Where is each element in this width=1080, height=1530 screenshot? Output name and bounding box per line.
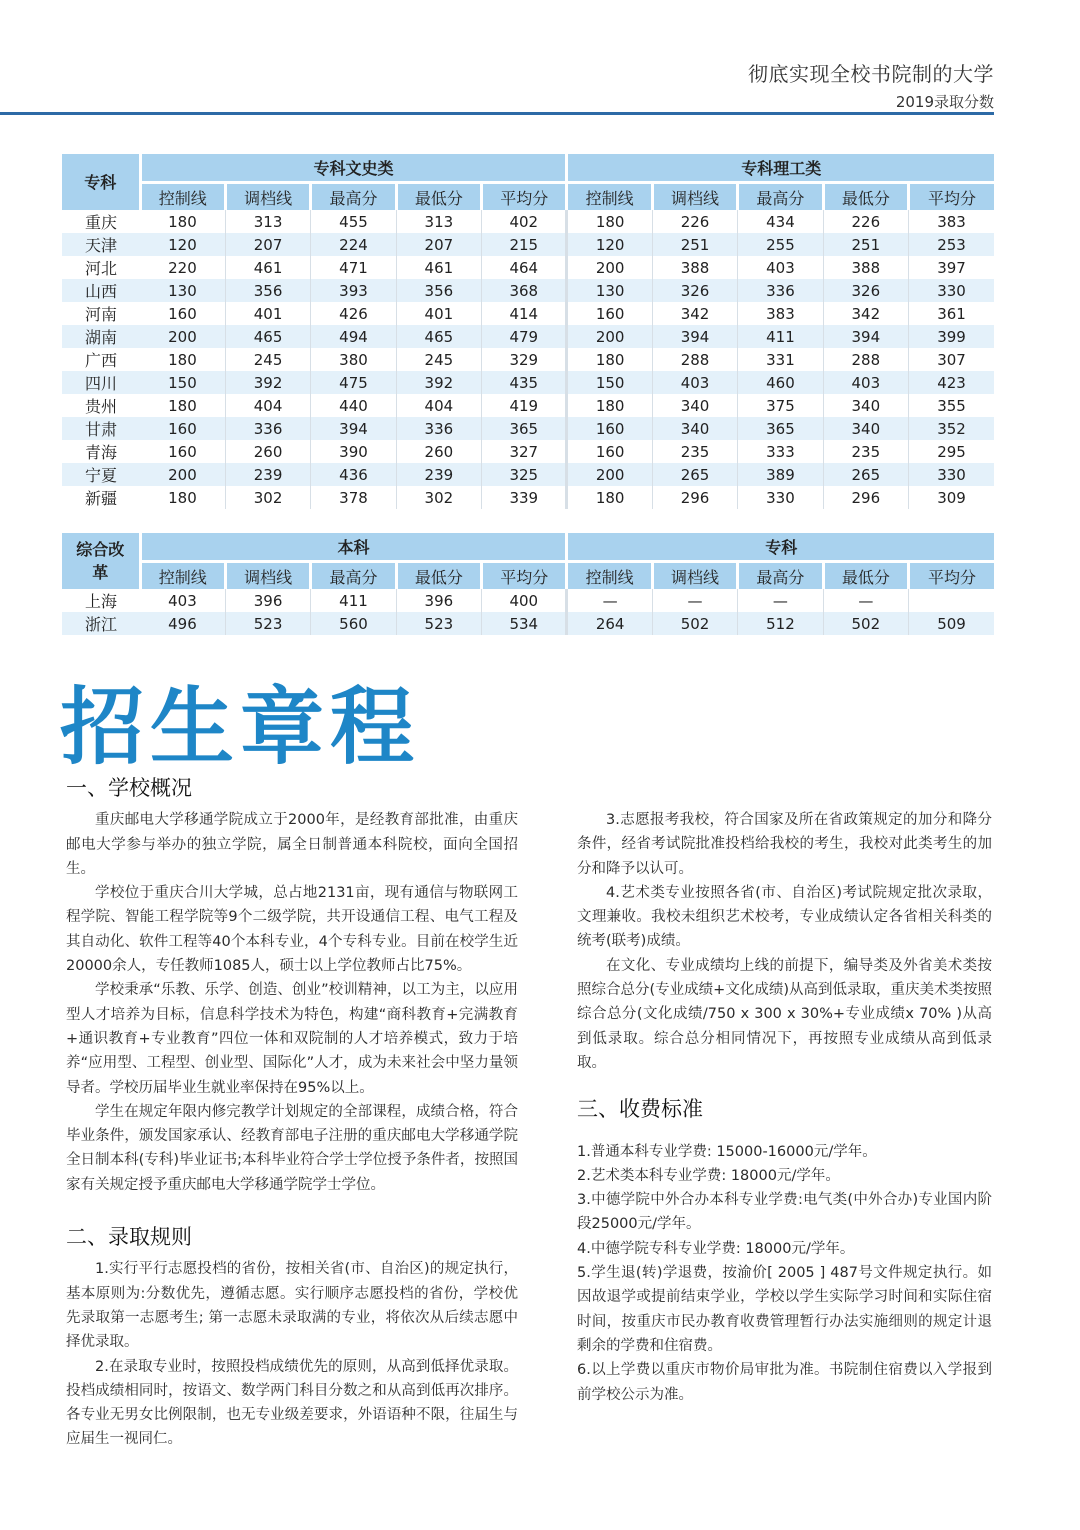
score-cell: 352 (909, 417, 994, 440)
score-cell: 160 (168, 442, 197, 461)
score-cell: 404 (225, 394, 310, 417)
table-row (62, 612, 994, 635)
province-cell: 湖南 (62, 325, 140, 348)
score-cell: 340 (823, 417, 908, 440)
table-row (62, 394, 994, 417)
header-subtitle: 2019录取分数 (895, 93, 994, 111)
score-cell: 200 (567, 256, 652, 279)
score-cell: 200 (567, 325, 652, 348)
paragraph: 3.志愿报考我校，符合国家及所在省政策规定的加分和降分条件，经省考试院批准投档给我校的考生，我校对此类考生的加分和降予以认可。 (577, 812, 992, 877)
score-cell: 461 (225, 256, 310, 279)
column-header: 最低分 (823, 562, 908, 590)
section-title-admission-rules: 二、录取规则 (66, 1225, 192, 1250)
score-cell: 361 (909, 302, 994, 325)
score-cell: 461 (396, 256, 481, 279)
score-cell: 253 (909, 233, 994, 256)
score-cell: 239 (225, 463, 310, 486)
table-row (62, 348, 994, 371)
table-group-label: 专科文史类 (140, 154, 567, 183)
admission-charter-title: 招生章程 (60, 678, 421, 776)
score-cell: 160 (567, 302, 652, 325)
score-cell: 245 (396, 348, 481, 371)
province-cell: 四川 (62, 371, 140, 394)
score-cell: 523 (396, 612, 481, 635)
score-cell: 251 (652, 233, 737, 256)
score-cell: 160 (168, 304, 197, 323)
score-cell: 296 (823, 486, 908, 509)
score-cell: 180 (567, 394, 652, 417)
score-cell: 160 (567, 417, 652, 440)
header-title: 彻底实现全校书院制的大学 (748, 62, 994, 86)
score-cell: 380 (311, 348, 396, 371)
column-header: 最低分 (396, 183, 481, 211)
table-group-header (62, 154, 994, 183)
score-cell: 239 (396, 463, 481, 486)
column-header: 最高分 (738, 562, 823, 590)
score-cell: 226 (823, 210, 908, 233)
paragraph: 学校位于重庆合川大学城，总占地2131亩，现有通信与物联网工程学院、智能工程学院等9个二级学院，共开设通信工程、电气工程及其自动化、软件工程等40个本科专业，4个专科专业。目前在校学生近20000余人，专任教师1085人，硕士以上学位教师占比75%。 (66, 885, 518, 975)
column-header: 最低分 (823, 183, 908, 211)
score-cell: 403 (823, 371, 908, 394)
score-cell: 440 (311, 394, 396, 417)
paragraph: 学校秉承“乐教、乐学、创造、创业”校训精神，以工为主，以应用型人才培养为目标，信息科学技术为特色，构建“商科教育+完满教育+通识教育+专业教育”四位一体和双院制的人才培养模式，致力于培养“应用型、工程型、创业型、国际化”人才，成为未来社会中坚力量领导者。学校历届毕业生就业率保持在95%以上。 (66, 982, 518, 1096)
score-cell: 200 (567, 463, 652, 486)
score-cell: 494 (311, 325, 396, 348)
paragraph: 1.实行平行志愿投档的省份，按相关省(市、自治区)的规定执行，基本原则为:分数优先，遵循志愿。实行顺序志愿投档的省份，学校优先录取第一志愿考生; 第一志愿未录取满的专业，将依次从后续志愿中择优录取。 (66, 1261, 518, 1351)
table-corner-label: 专科 (62, 154, 140, 210)
score-cell: 403 (652, 371, 737, 394)
score-cell: 340 (652, 394, 737, 417)
score-cell: 336 (396, 417, 481, 440)
score-cell: 207 (396, 233, 481, 256)
paragraph: 在文化、专业成绩均上线的前提下，编导类及外省美术类按照综合总分(专业成绩+文化成绩)从高到低录取，重庆美术类按照综合总分(文化成绩/750 x 300 x 30%+专业成绩x 70% )从高到低录取。综合总分相同情况下，再按照专业成绩从高到低录取。 (577, 957, 992, 1071)
score-cell: 460 (738, 371, 823, 394)
score-cell: 401 (225, 302, 310, 325)
score-cell: 342 (652, 302, 737, 325)
column-header: 最低分 (396, 562, 481, 590)
score-cell: 396 (225, 589, 310, 612)
score-cell: 392 (396, 371, 481, 394)
score-cell: 336 (225, 417, 310, 440)
province-cell: 贵州 (84, 397, 117, 416)
score-cell: 313 (225, 210, 310, 233)
score-cell: 245 (225, 348, 310, 371)
score-cell: 120 (140, 233, 225, 256)
province-cell: 河南 (84, 305, 117, 324)
score-cell: 394 (311, 417, 396, 440)
score-cell: 411 (738, 325, 823, 348)
score-cell: 235 (652, 440, 737, 463)
score-cell: 295 (909, 440, 994, 463)
score-cell: 255 (738, 233, 823, 256)
column-header: 控制线 (567, 562, 652, 590)
score-cell: 502 (823, 612, 908, 635)
score-cell: 426 (311, 302, 396, 325)
header-rule (0, 112, 994, 115)
score-cell: 180 (168, 488, 197, 507)
score-cell: 220 (168, 258, 197, 277)
column-header: 控制线 (140, 562, 225, 590)
score-cell: 342 (823, 302, 908, 325)
table-column-header (62, 562, 994, 590)
column-header: 最高分 (738, 183, 823, 211)
column-header: 控制线 (140, 183, 225, 211)
score-cell: 400 (482, 589, 567, 612)
score-cell: 130 (567, 279, 652, 302)
score-cell (909, 589, 994, 612)
table-row (62, 440, 994, 463)
score-cell: 336 (738, 279, 823, 302)
score-cell: 365 (738, 417, 823, 440)
score-cell: 200 (140, 325, 225, 348)
fee-item: 6.以上学费以重庆市物价局审批为准。书院制住宿费以入学报到前学校公示为准。 (577, 1362, 992, 1403)
score-cell: 435 (482, 371, 567, 394)
score-cell: 465 (396, 325, 481, 348)
score-cell: — (652, 589, 737, 612)
score-cell: 331 (738, 348, 823, 371)
table-group-label: 专科 (567, 533, 994, 562)
table-row (62, 210, 994, 233)
score-cell: 399 (909, 325, 994, 348)
zhuanke-score-table (62, 154, 994, 509)
score-cell: 403 (738, 256, 823, 279)
score-cell: 560 (311, 612, 396, 635)
table-row (62, 463, 994, 486)
column-header: 平均分 (482, 183, 567, 211)
score-cell: 150 (140, 371, 225, 394)
score-cell: 180 (567, 486, 652, 509)
score-cell: 226 (652, 210, 737, 233)
score-cell: 411 (311, 589, 396, 612)
score-cell: 302 (225, 486, 310, 509)
score-cell: 288 (652, 348, 737, 371)
score-cell: 455 (311, 210, 396, 233)
score-cell: 388 (823, 256, 908, 279)
score-cell: 402 (482, 210, 567, 233)
score-cell: 326 (823, 279, 908, 302)
column-header: 调档线 (652, 183, 737, 211)
table-corner-label: 综合改革 (62, 533, 140, 589)
score-cell: 326 (652, 279, 737, 302)
score-cell: 160 (140, 417, 225, 440)
fee-item: 2.艺术类本科专业学费: 18000元/学年。 (577, 1167, 840, 1184)
score-cell: 534 (482, 612, 567, 635)
score-cell: 260 (396, 440, 481, 463)
score-cell: 403 (168, 591, 197, 610)
score-cell: 464 (482, 256, 567, 279)
score-cell: — (823, 589, 908, 612)
score-cell: 130 (140, 279, 225, 302)
table-group-label: 专科理工类 (567, 154, 994, 183)
column-header: 调档线 (652, 562, 737, 590)
score-cell: 215 (482, 233, 567, 256)
score-cell: 383 (909, 210, 994, 233)
province-cell: 广西 (84, 351, 117, 370)
table-row (62, 486, 994, 509)
table-row (62, 371, 994, 394)
paragraph: 重庆邮电大学移通学院成立于2000年，是经教育部批准，由重庆邮电大学参与举办的独立学院，属全日制普通本科院校，面向全国招生。 (66, 812, 518, 877)
score-cell: 251 (823, 233, 908, 256)
column-header: 调档线 (225, 183, 310, 211)
score-cell: 436 (311, 463, 396, 486)
score-cell: 265 (823, 463, 908, 486)
score-cell: 356 (225, 279, 310, 302)
score-cell: 365 (482, 417, 567, 440)
score-cell: 325 (482, 463, 567, 486)
province-cell: 天津 (62, 233, 140, 256)
score-cell: 340 (823, 394, 908, 417)
fee-item: 3.中德学院中外合办本科专业学费:电气类(中外合办)专业国内阶段25000元/学年。 (577, 1192, 992, 1233)
province-cell: 新疆 (84, 489, 117, 508)
score-cell: 396 (396, 589, 481, 612)
score-cell: 330 (909, 463, 994, 486)
score-cell: 302 (396, 486, 481, 509)
table-row (62, 233, 994, 256)
score-cell: 389 (738, 463, 823, 486)
column-header: 控制线 (567, 183, 652, 211)
score-cell: 150 (567, 371, 652, 394)
score-cell: 260 (225, 440, 310, 463)
score-cell: 333 (738, 440, 823, 463)
left-column (66, 776, 518, 1452)
section-title-overview: 一、学校概况 (66, 776, 192, 800)
table-row (62, 589, 994, 612)
table-row (62, 302, 994, 325)
score-cell: 423 (909, 371, 994, 394)
score-cell: 509 (909, 612, 994, 635)
score-cell: 475 (311, 371, 396, 394)
province-cell: 河北 (84, 259, 117, 278)
score-cell: 180 (567, 210, 652, 233)
table-row (62, 417, 994, 440)
province-cell: 甘肃 (62, 417, 140, 440)
score-cell: 339 (482, 486, 567, 509)
province-cell: 浙江 (62, 612, 140, 635)
table-row (62, 256, 994, 279)
score-cell: 397 (909, 256, 994, 279)
province-cell: 上海 (84, 592, 117, 611)
province-cell: 山西 (62, 279, 140, 302)
score-cell: 307 (909, 348, 994, 371)
score-cell: 375 (738, 394, 823, 417)
score-cell: 392 (225, 371, 310, 394)
fee-item: 5.学生退(转)学退费，按渝价[ 2005 ] 487号文件规定执行。如因故退学或提前结束学业，学校以学生实际学习时间和实际住宿时间，按重庆市民办教育收费管理暂行办法实施细则的规定计退剩余的学费和住宿费。 (577, 1265, 992, 1354)
right-column (577, 808, 992, 1407)
score-cell: 296 (652, 486, 737, 509)
table-row (62, 279, 994, 302)
score-cell: 378 (311, 486, 396, 509)
column-header: 最高分 (311, 183, 396, 211)
score-cell: 368 (482, 279, 567, 302)
score-cell: 390 (311, 440, 396, 463)
score-cell: 265 (652, 463, 737, 486)
score-cell: — (567, 589, 652, 612)
score-cell: 309 (909, 486, 994, 509)
column-header: 平均分 (909, 183, 994, 211)
reform-score-table (62, 533, 994, 635)
paragraph: 2.在录取专业时，按照投档成绩优先的原则，从高到低择优录取。投档成绩相同时，按语文、数学两门科目分数之和从高到低再次排序。各专业无男女比例限制，也无专业级差要求，外语语种不限，往届生与应届生一视同仁。 (66, 1358, 518, 1448)
score-cell: 235 (823, 440, 908, 463)
score-cell: 414 (482, 302, 567, 325)
score-cell: 327 (482, 440, 567, 463)
score-cell: 288 (823, 348, 908, 371)
province-cell: 青海 (84, 443, 117, 462)
score-cell: 120 (567, 233, 652, 256)
score-cell: 180 (567, 348, 652, 371)
score-cell: 419 (482, 394, 567, 417)
score-cell: 388 (652, 256, 737, 279)
fee-item: 1.普通本科专业学费: 15000-16000元/学年。 (577, 1143, 877, 1160)
column-header: 平均分 (909, 562, 994, 590)
score-cell: 330 (909, 279, 994, 302)
column-header: 调档线 (225, 562, 310, 590)
fee-item: 4.中德学院专科专业学费: 18000元/学年。 (577, 1240, 855, 1257)
score-cell: 401 (396, 302, 481, 325)
province-cell: 宁夏 (62, 463, 140, 486)
column-header: 平均分 (482, 562, 567, 590)
score-cell: 394 (823, 325, 908, 348)
score-cell: 523 (225, 612, 310, 635)
score-cell: 479 (482, 325, 567, 348)
table-group-header (62, 533, 994, 562)
score-cell: — (738, 589, 823, 612)
province-cell: 重庆 (84, 213, 117, 232)
section-title-fees: 三、收费标准 (577, 1097, 703, 1122)
score-cell: 512 (738, 612, 823, 635)
score-cell: 160 (567, 440, 652, 463)
score-cell: 207 (225, 233, 310, 256)
score-cell: 329 (482, 348, 567, 371)
score-cell: 180 (168, 396, 197, 415)
score-cell: 404 (396, 394, 481, 417)
score-cell: 393 (311, 279, 396, 302)
score-cell: 434 (738, 210, 823, 233)
score-cell: 180 (168, 350, 197, 369)
page-header (748, 58, 994, 112)
score-cell: 355 (909, 394, 994, 417)
score-cell: 313 (396, 210, 481, 233)
score-cell: 330 (738, 486, 823, 509)
column-header: 最高分 (311, 562, 396, 590)
table-group-label: 本科 (140, 533, 567, 562)
score-cell: 471 (311, 256, 396, 279)
table-column-header (62, 183, 994, 211)
score-cell: 502 (652, 612, 737, 635)
score-cell: 340 (652, 417, 737, 440)
score-cell: 496 (140, 612, 225, 635)
table-row (62, 325, 994, 348)
score-cell: 465 (225, 325, 310, 348)
paragraph: 学生在规定年限内修完教学计划规定的全部课程，成绩合格，符合毕业条件，颁发国家承认、经教育部电子注册的重庆邮电大学移通学院全日制本科(专科)毕业证书;本科毕业符合学士学位授予条件者，按照国家有关规定授予重庆邮电大学移通学院学士学位。 (66, 1103, 518, 1193)
score-cell: 200 (140, 463, 225, 486)
score-cell: 180 (168, 212, 197, 231)
score-cell: 356 (396, 279, 481, 302)
score-cell: 264 (567, 612, 652, 635)
score-cell: 224 (311, 233, 396, 256)
score-cell: 394 (652, 325, 737, 348)
score-cell: 383 (738, 302, 823, 325)
paragraph: 4.艺术类专业按照各省(市、自治区)考试院规定批次录取，文理兼收。我校未组织艺术校考，专业成绩认定各省相关科类的统考(联考)成绩。 (577, 884, 992, 950)
